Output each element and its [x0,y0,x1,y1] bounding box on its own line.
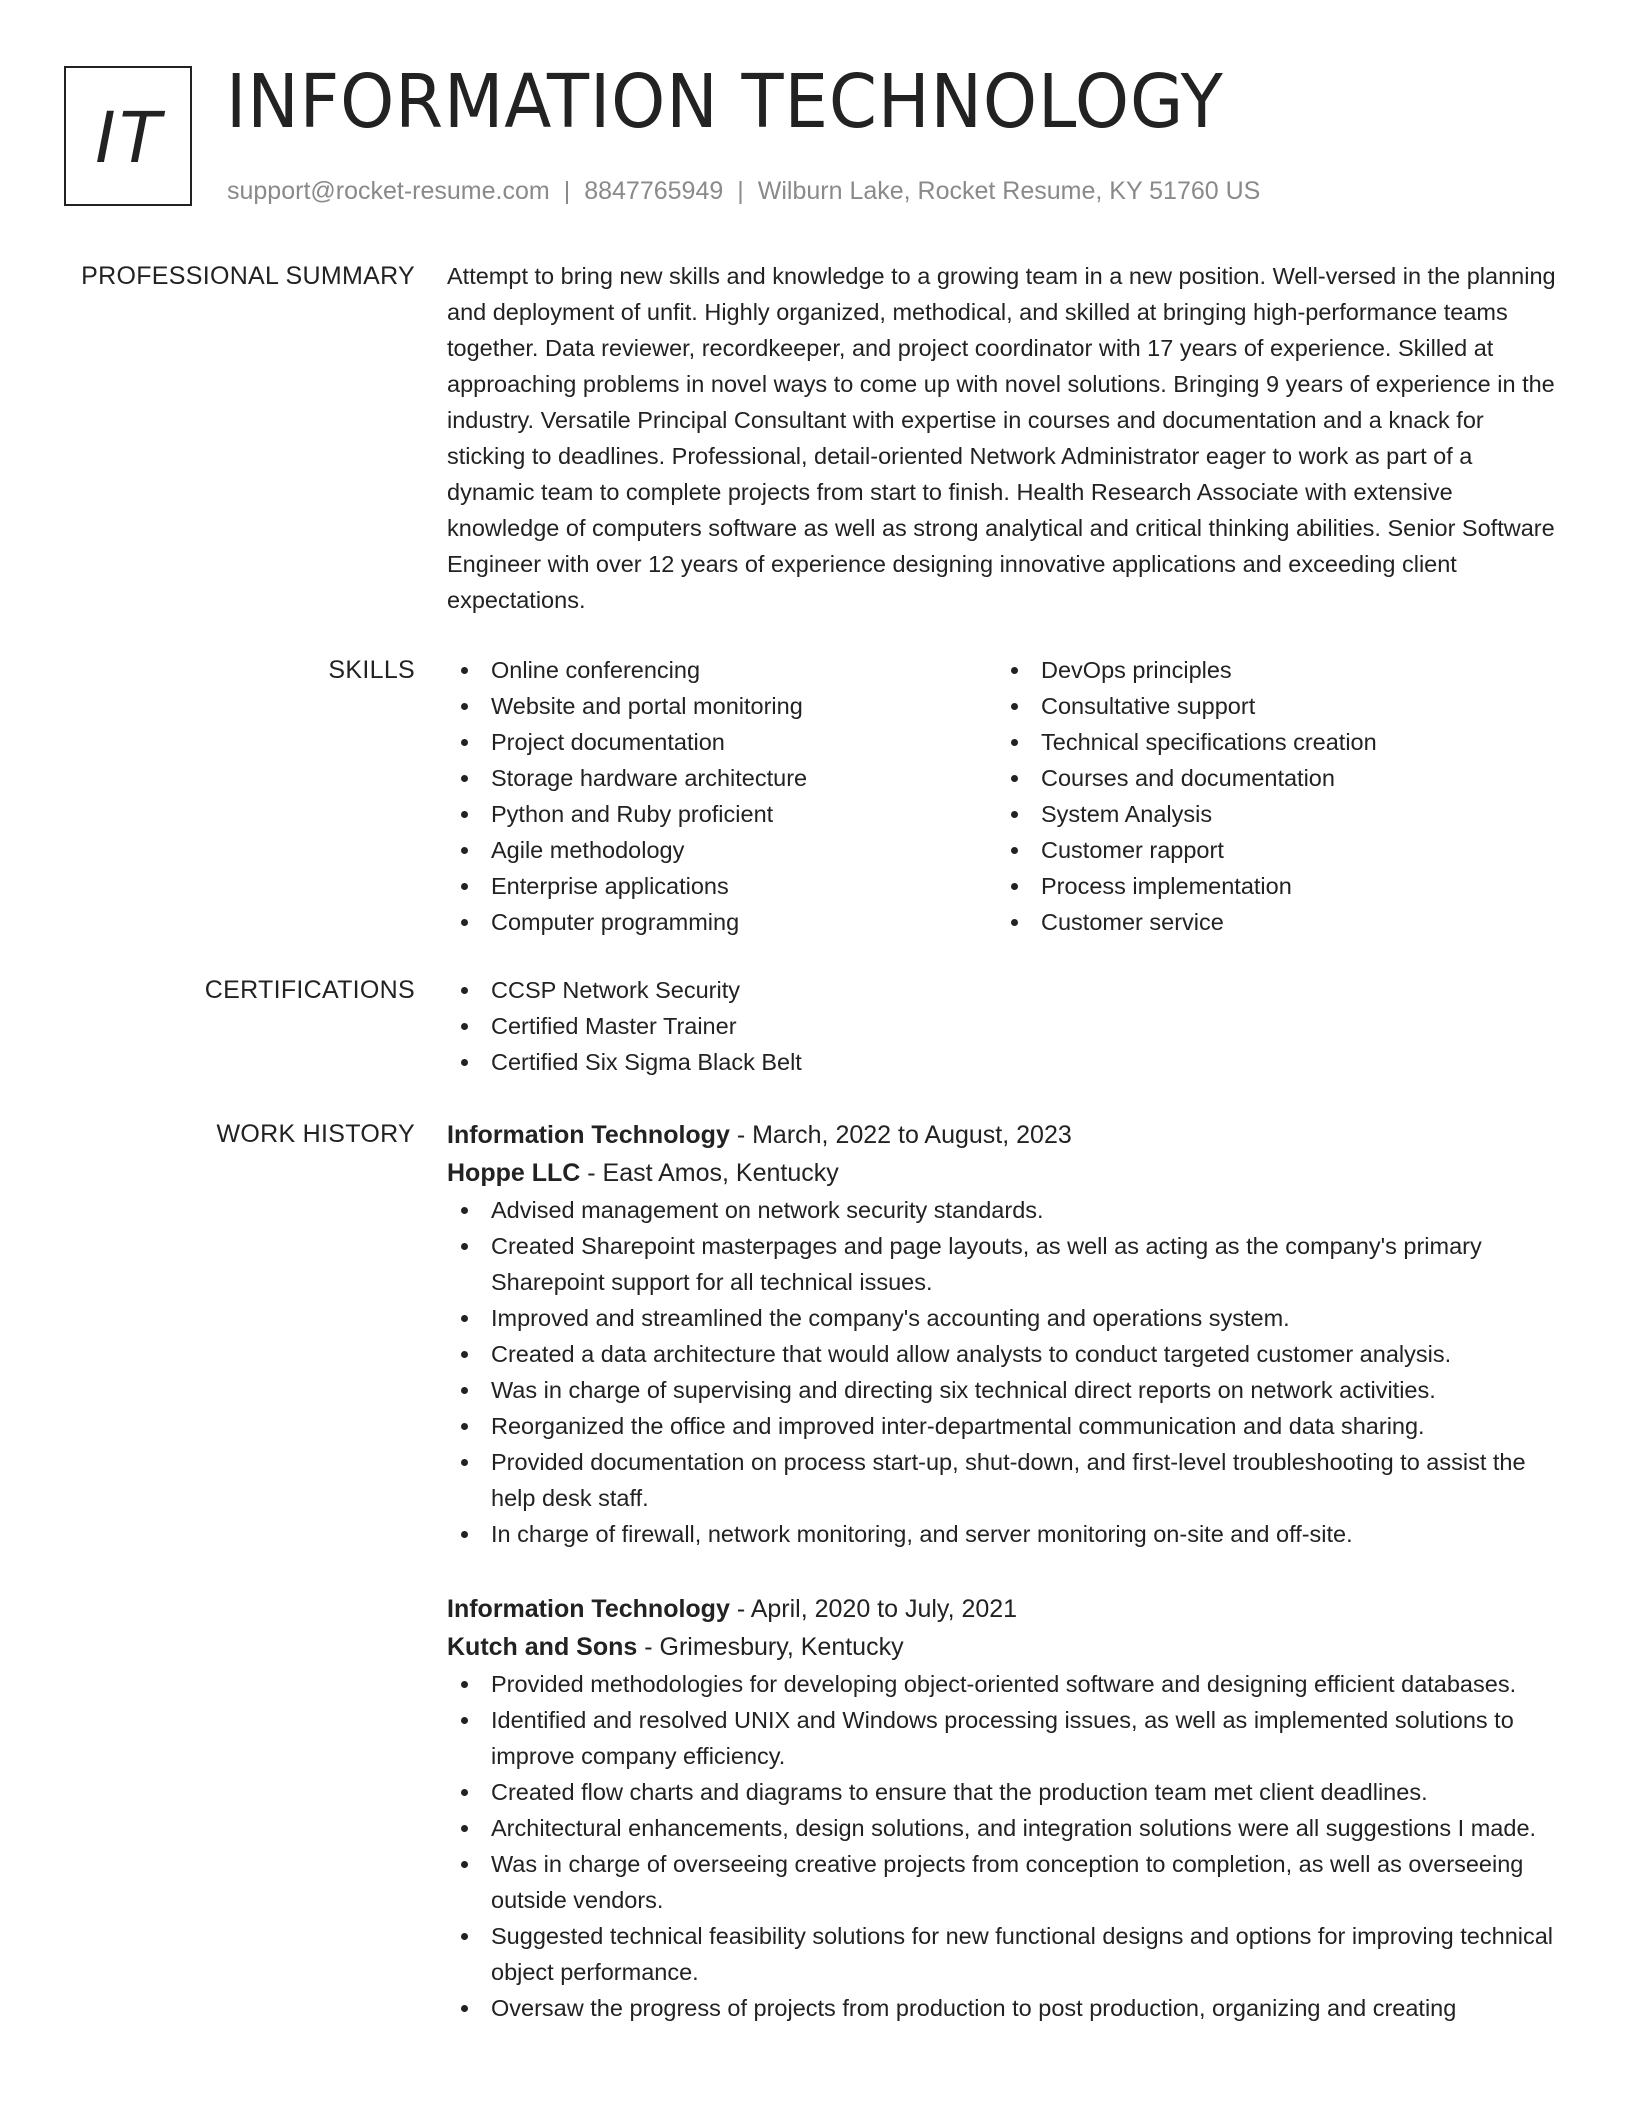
job-bullet: Created flow charts and diagrams to ensure that the production team met client deadlines. [447,1774,1557,1810]
contact-separator: | [563,177,571,205]
job-bullet: Reorganized the office and improved inter-departmental communication and data sharing. [447,1408,1557,1444]
skill-item: Customer service [997,904,1547,940]
skills-heading: SKILLS [328,656,415,684]
job-bullet: Provided documentation on process start-up, shut-down, and first-level troubleshooting to assist the help desk staff. [447,1444,1557,1516]
skill-item: Consultative support [997,688,1547,724]
certifications-list [447,972,1557,1080]
certifications-heading: CERTIFICATIONS [204,976,415,1004]
skill-item: Technical specifications creation [997,724,1547,760]
job-company: Kutch and Sons [447,1633,638,1661]
job-company: Hoppe LLC [447,1159,581,1187]
certification-item: Certified Six Sigma Black Belt [447,1044,1557,1080]
skill-item: Enterprise applications [447,868,997,904]
skill-item: Online conferencing [447,652,997,688]
job-title: Information Technology [447,1121,730,1149]
job-title: Information Technology [447,1595,730,1623]
job-bullet: In charge of firewall, network monitoring, and server monitoring on-site and off-site. [447,1516,1557,1552]
job-location: - East Amos, Kentucky [580,1159,839,1187]
certification-item: Certified Master Trainer [447,1008,1557,1044]
job-bullet: Architectural enhancements, design solutions, and integration solutions were all suggestions I made. [447,1810,1557,1846]
job-bullet: Created Sharepoint masterpages and page layouts, as well as acting as the company's primary Sharepoint support for all technical issues. [447,1228,1557,1300]
job-entry [447,1116,1557,1552]
job-bullet: Identified and resolved UNIX and Windows processing issues, as well as implemented solutions to improve company efficiency. [447,1702,1557,1774]
job-bullet-list [447,1192,1557,1552]
skill-item: Process implementation [997,868,1547,904]
skill-item: Storage hardware architecture [447,760,997,796]
contact-separator: | [737,177,744,205]
job-bullet: Suggested technical feasibility solutions for new functional designs and options for improving technical object performance. [447,1918,1557,1990]
skill-item: Website and portal monitoring [447,688,997,724]
job-dates: - April, 2020 to July, 2021 [729,1595,1018,1623]
job-bullet: Oversaw the progress of projects from production to post production, organizing and creating [447,1990,1557,2026]
job-bullet: Created a data architecture that would allow analysts to conduct targeted customer analysis. [447,1336,1557,1372]
contact-phone: 8847765949 [584,177,724,205]
contact-address: Wilburn Lake, Rocket Resume, KY 51760 US [757,177,1261,205]
job-entry [447,1590,1557,2026]
skill-item: Project documentation [447,724,997,760]
job-title-line [447,1116,1557,1154]
summary-heading: PROFESSIONAL SUMMARY [81,262,415,290]
skills-list-right [997,652,1547,940]
skill-item: Agile methodology [447,832,997,868]
job-bullet: Was in charge of overseeing creative projects from conception to completion, as well as overseeing outside vendors. [447,1846,1557,1918]
summary-text: Attempt to bring new skills and knowledge to a growing team in a new position. Well-versed in the planning and deployment of unfit. Highly organized, methodical, and skilled at bringing high-performance teams together. Data reviewer, recordkeeper, and project coordinator with 17 years of experience. Skilled at approaching problems in novel ways to come up with novel solutions. Bringing 9 years of experience in the industry. Versatile Principal Consultant with expertise in courses and documentation and a knack for sticking to deadlines. Professional, detail-oriented Network Administrator eager to work as part of a dynamic team to complete projects from start to finish. Health Research Associate with extensive knowledge of computers software as well as strong analytical and critical thinking abilities. Senior Software Engineer with over 12 years of experience designing innovative applications and exceeding client expectations. [447,263,1556,613]
skills-body [447,652,1557,940]
skill-item: DevOps principles [997,652,1547,688]
job-bullet: Improved and streamlined the company's accounting and operations system. [447,1300,1557,1336]
certifications-body [447,972,1557,1080]
certification-item: CCSP Network Security [447,972,1557,1008]
skill-item: Computer programming [447,904,997,940]
summary-body [447,258,1557,618]
contact-email: support@rocket-resume.com [227,177,550,205]
resume-name-title: INFORMATION TECHNOLOGY [226,59,1224,145]
job-dates: - March, 2022 to August, 2023 [729,1121,1072,1149]
work-history-body [447,1116,1557,2026]
skill-item: Courses and documentation [997,760,1547,796]
job-bullet: Advised management on network security standards. [447,1192,1557,1228]
job-location: - Grimesbury, Kentucky [637,1633,904,1661]
skill-item: Python and Ruby proficient [447,796,997,832]
skill-item: Customer rapport [997,832,1547,868]
job-bullet-list [447,1666,1557,2026]
skill-item: System Analysis [997,796,1547,832]
job-company-line [447,1154,1557,1192]
job-title-line [447,1590,1557,1628]
job-bullet: Provided methodologies for developing object-oriented software and designing efficient databases. [447,1666,1557,1702]
job-bullet: Was in charge of supervising and directing six technical direct reports on network activities. [447,1372,1557,1408]
work-history-heading: WORK HISTORY [216,1120,415,1148]
job-company-line [447,1628,1557,1666]
monogram-badge: IT [64,66,192,206]
contact-line [227,174,1260,208]
skills-columns [447,652,1557,940]
skills-list-left [447,652,997,940]
